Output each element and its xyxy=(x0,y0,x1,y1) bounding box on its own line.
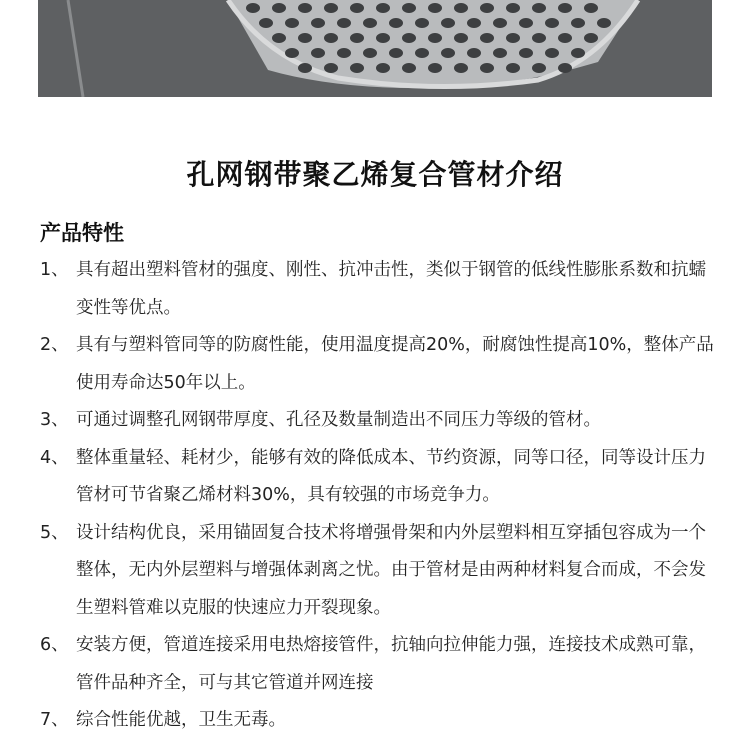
feature-item xyxy=(40,627,730,702)
feature-text: 综合性能优越，卫生无毒。 xyxy=(76,710,286,730)
feature-number: 3、 xyxy=(40,410,69,430)
feature-number: 2、 xyxy=(40,335,69,355)
feature-item xyxy=(40,327,730,402)
feature-number: 4、 xyxy=(40,447,69,468)
section-heading: 产品特性 xyxy=(40,221,124,245)
feature-item xyxy=(40,702,730,740)
feature-text: 具有超出塑料管材的强度、刚性、抗冲击性，类似于钢管的低线性膨胀系数和抗蠕变性等优点。 xyxy=(76,260,706,318)
feature-text: 具有与塑料管同等的防腐性能，使用温度提高20%，耐腐蚀性提高10%，整体产品使用寿命达50年以上。 xyxy=(76,335,714,393)
feature-text: 可通过调整孔网钢带厚度、孔径及数量制造出不同压力等级的管材。 xyxy=(76,410,601,430)
feature-number: 5、 xyxy=(40,522,69,543)
feature-item xyxy=(40,515,730,628)
feature-number: 6、 xyxy=(40,635,69,655)
feature-item xyxy=(40,402,730,440)
feature-text: 整体重量轻、耗材少，能够有效的降低成本、节约资源，同等口径，同等设计压力管材可节省聚乙烯材料30%，具有较强的市场竞争力。 xyxy=(76,447,706,505)
feature-list xyxy=(40,252,730,740)
feature-item xyxy=(40,252,730,327)
feature-number: 1、 xyxy=(40,260,69,280)
feature-number: 7、 xyxy=(40,710,69,730)
product-photo xyxy=(38,0,712,97)
page-title: 孔网钢带聚乙烯复合管材介绍 xyxy=(186,158,564,191)
feature-text: 设计结构优良，采用锚固复合技术将增强骨架和内外层塑料相互穿插包容成为一个整体，无内外层塑料与增强体剥离之忧。由于管材是由两种材料复合而成，不会发生塑料管难以克服的快速应力开裂现象。 xyxy=(76,522,706,618)
feature-text: 安装方便，管道连接采用电热熔接管件，抗轴向拉伸能力强，连接技术成熟可靠，管件品种齐全，可与其它管道并网连接 xyxy=(76,635,706,693)
feature-item xyxy=(40,440,730,515)
